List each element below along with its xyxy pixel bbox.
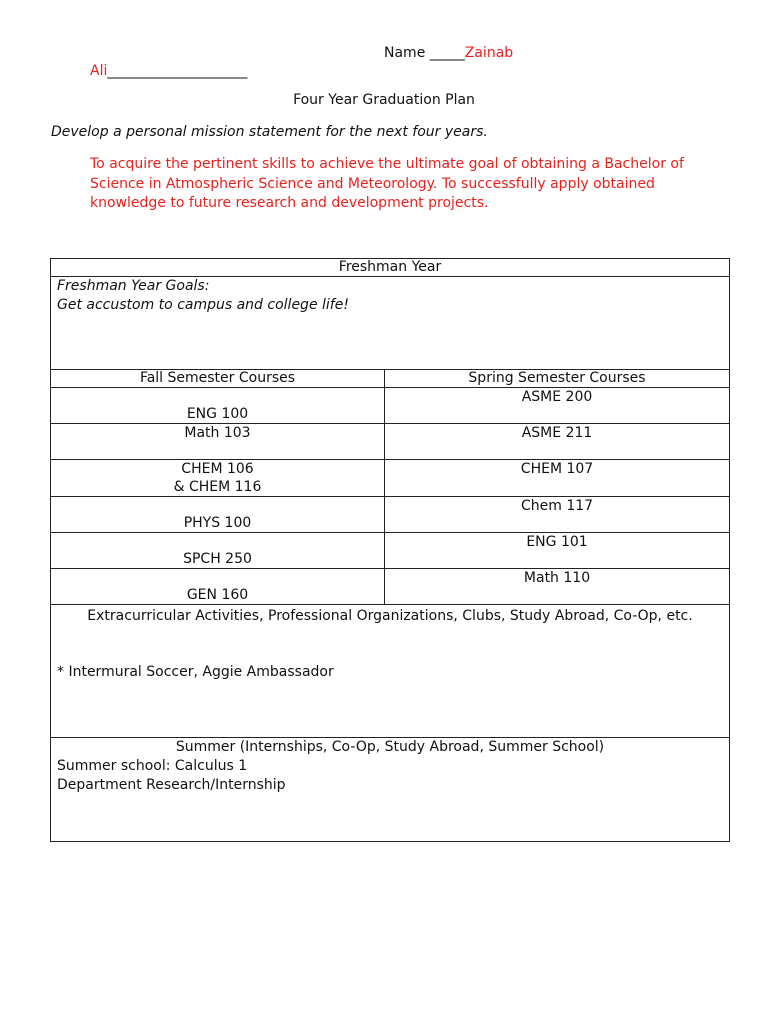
spring-semester-header: Spring Semester Courses — [385, 370, 730, 388]
fall-course: ENG 100 — [51, 388, 385, 424]
fall-semester-header: Fall Semester Courses — [51, 370, 385, 388]
table-row — [51, 424, 730, 460]
goals-text: Get accustom to campus and college life! — [57, 297, 349, 313]
name-label: Name _____ — [384, 45, 465, 61]
extracurricular-item: * Intermural Soccer, Aggie Ambassador — [57, 664, 334, 680]
goals-label: Freshman Year Goals: — [57, 278, 210, 294]
fall-course: GEN 160 — [51, 569, 385, 605]
name-first: Zainab — [464, 45, 514, 61]
name-line — [384, 45, 513, 61]
table-row — [51, 460, 730, 497]
fall-course: Math 103 — [51, 424, 385, 460]
summer-line: Summer school: Calculus 1 — [57, 758, 248, 774]
spring-course: Math 110 — [385, 569, 730, 605]
spring-course: CHEM 107 — [385, 460, 730, 497]
fall-course — [51, 460, 385, 497]
name-underline: ____________________ — [107, 63, 248, 79]
fall-course: PHYS 100 — [51, 497, 385, 533]
table-row — [51, 533, 730, 569]
spring-course: ASME 200 — [385, 388, 730, 424]
table-row — [51, 388, 730, 424]
mission-prompt: Develop a personal mission statement for the next four years. — [51, 124, 488, 140]
extracurricular-heading: Extracurricular Activities, Professional Organizations, Clubs, Study Abroad, Co-Op, etc. — [87, 608, 693, 624]
table-row — [51, 497, 730, 533]
spring-course: ENG 101 — [385, 533, 730, 569]
freshman-year-heading: Freshman Year — [51, 259, 730, 277]
name-line-continued — [90, 63, 247, 79]
summer-line: Department Research/Internship — [57, 777, 286, 793]
fall-course-line: CHEM 106 — [181, 461, 254, 477]
table-row — [51, 569, 730, 605]
name-last: Ali — [90, 63, 108, 79]
page-title: Four Year Graduation Plan — [293, 92, 475, 108]
freshman-plan-table — [50, 258, 730, 842]
mission-statement: To acquire the pertinent skills to achieve the ultimate goal of obtaining a Bachelor of Science in Atmospheric Science and Meteorology. To successfully apply obtained knowledge to future research and development projects. — [90, 156, 684, 211]
extracurricular-cell — [51, 605, 730, 738]
summer-cell — [51, 738, 730, 842]
fall-course-line: & CHEM 116 — [173, 479, 262, 495]
freshman-goals-cell — [51, 277, 730, 370]
spring-course: ASME 211 — [385, 424, 730, 460]
fall-course: SPCH 250 — [51, 533, 385, 569]
summer-heading: Summer (Internships, Co-Op, Study Abroad, Summer School) — [175, 739, 605, 755]
spring-course: Chem 117 — [385, 497, 730, 533]
